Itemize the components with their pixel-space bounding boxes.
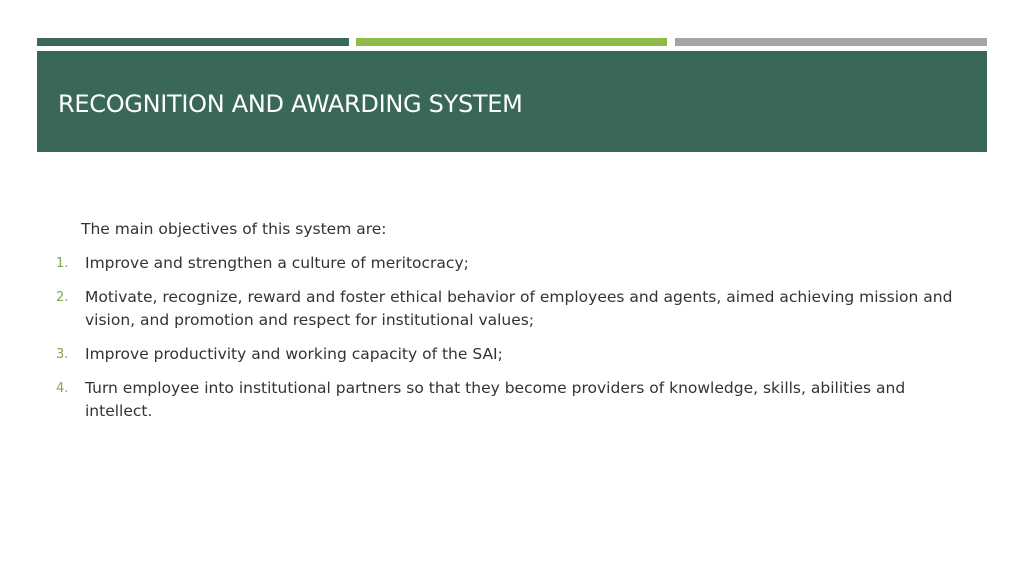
objective-text: Motivate, recognize, reward and foster ethical behavior of employees and agents, aimed achieving mission and vision, and promotion and respect for institutional values; <box>85 288 953 329</box>
slide-title: RECOGNITION AND AWARDING SYSTEM <box>58 89 523 118</box>
title-banner <box>37 51 987 152</box>
objective-number: 2. <box>56 290 69 305</box>
objective-item-1 <box>0 252 955 275</box>
accent-bar-light-green <box>356 38 667 46</box>
objectives-list <box>0 252 1024 423</box>
objective-number: 4. <box>56 381 69 396</box>
objective-text: Improve productivity and working capacity of the SAI; <box>85 345 503 363</box>
objective-item-4 <box>0 377 955 423</box>
objective-item-2 <box>0 286 955 332</box>
objective-text: Turn employee into institutional partners so that they become providers of knowledge, skills, abilities and intellect. <box>85 379 906 420</box>
objective-item-3 <box>0 343 955 366</box>
intro-text: The main objectives of this system are: <box>81 220 387 238</box>
objective-number: 3. <box>56 347 69 362</box>
accent-bar-dark-green <box>37 38 349 46</box>
slide-content <box>0 218 1024 434</box>
objective-text: Improve and strengthen a culture of meritocracy; <box>85 254 469 272</box>
objective-number: 1. <box>56 256 69 271</box>
accent-bar-gray <box>675 38 987 46</box>
